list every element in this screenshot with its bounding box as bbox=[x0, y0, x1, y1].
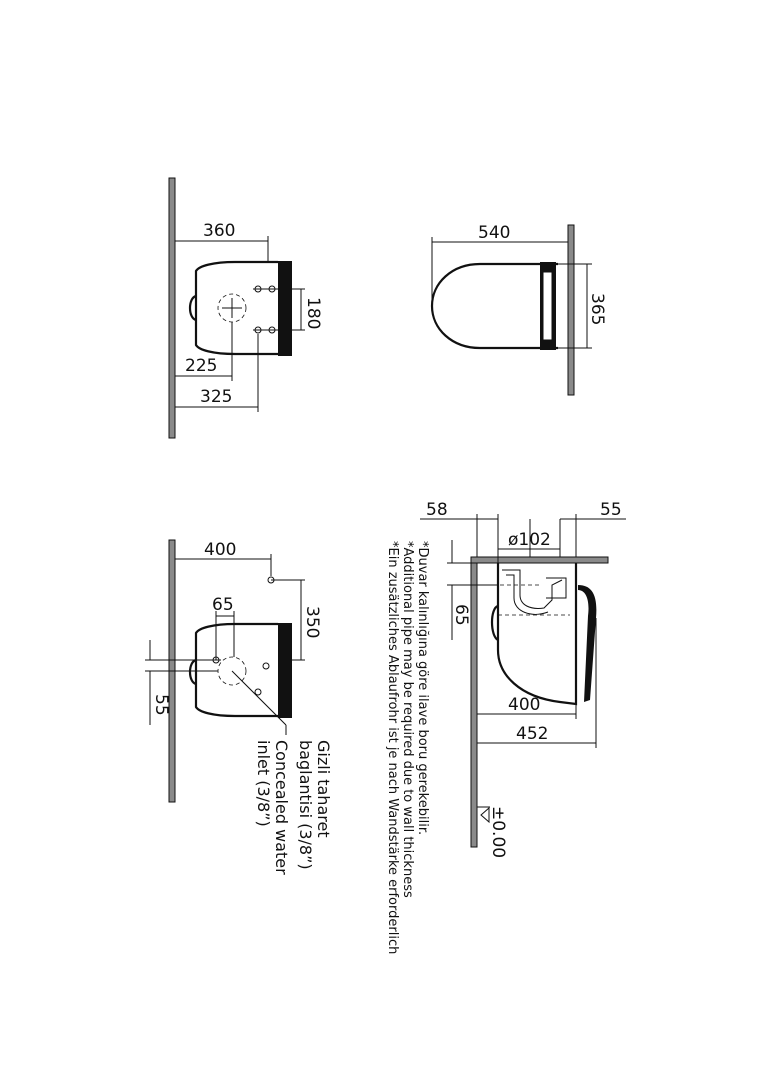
dim-225: 225 bbox=[185, 356, 218, 376]
dim-452: 452 bbox=[516, 724, 549, 744]
bowl-top-outline bbox=[432, 264, 558, 348]
note-de: *Ein zusätzliches Ablaufrohr ist je nach Wandstärke erforderlich bbox=[385, 541, 400, 955]
view-top-right bbox=[432, 223, 607, 395]
level-marker-icon bbox=[481, 808, 489, 822]
wall-top-left bbox=[169, 178, 175, 438]
view-bottom-left bbox=[145, 540, 322, 802]
dim-360: 360 bbox=[203, 221, 236, 241]
seat-lid-profile bbox=[578, 585, 596, 702]
dim-540: 540 bbox=[478, 223, 511, 243]
dim-325: 325 bbox=[200, 387, 233, 407]
mounting-plate bbox=[278, 261, 292, 356]
callout-tr-line1: Gizli taharet bbox=[314, 740, 333, 838]
notes-block bbox=[385, 541, 430, 954]
note-tr: *Duvar kalınlığına göre ilave boru gerekebilir. bbox=[415, 541, 430, 836]
water-inlet-callout bbox=[254, 740, 333, 875]
dim-55-side: 55 bbox=[600, 500, 622, 520]
dim-58: 58 bbox=[426, 500, 448, 520]
bowl-outline bbox=[196, 624, 278, 716]
dim-400-side: 400 bbox=[508, 695, 541, 715]
dim-365: 365 bbox=[587, 293, 607, 326]
dim-180: 180 bbox=[303, 297, 323, 330]
slab-horizontal bbox=[471, 557, 608, 563]
dim-400-left: 400 bbox=[204, 540, 237, 560]
dim-diameter-102: ø102 bbox=[508, 530, 551, 550]
dim-65-left: 65 bbox=[212, 595, 234, 615]
dim-55-left: 55 bbox=[151, 694, 171, 716]
dim-350: 350 bbox=[302, 606, 322, 639]
mounting-plate bbox=[278, 623, 292, 718]
view-top-left bbox=[169, 178, 323, 438]
wall-vertical bbox=[471, 557, 477, 847]
view-side-section bbox=[420, 500, 626, 858]
bowl-profile bbox=[498, 563, 576, 704]
dim-65-side: 65 bbox=[451, 604, 471, 626]
trap-profile bbox=[502, 570, 562, 608]
callout-en-line1: Concealed water bbox=[272, 740, 291, 875]
wall-top-right bbox=[568, 225, 574, 395]
level-zero: ±0.00 bbox=[488, 806, 508, 859]
callout-en-line2: inlet (3/8”) bbox=[254, 740, 273, 827]
note-en: *Additional pipe may be required due to wall thickness bbox=[400, 541, 415, 898]
callout-tr-line2: baglantisi (3/8”) bbox=[296, 740, 315, 870]
